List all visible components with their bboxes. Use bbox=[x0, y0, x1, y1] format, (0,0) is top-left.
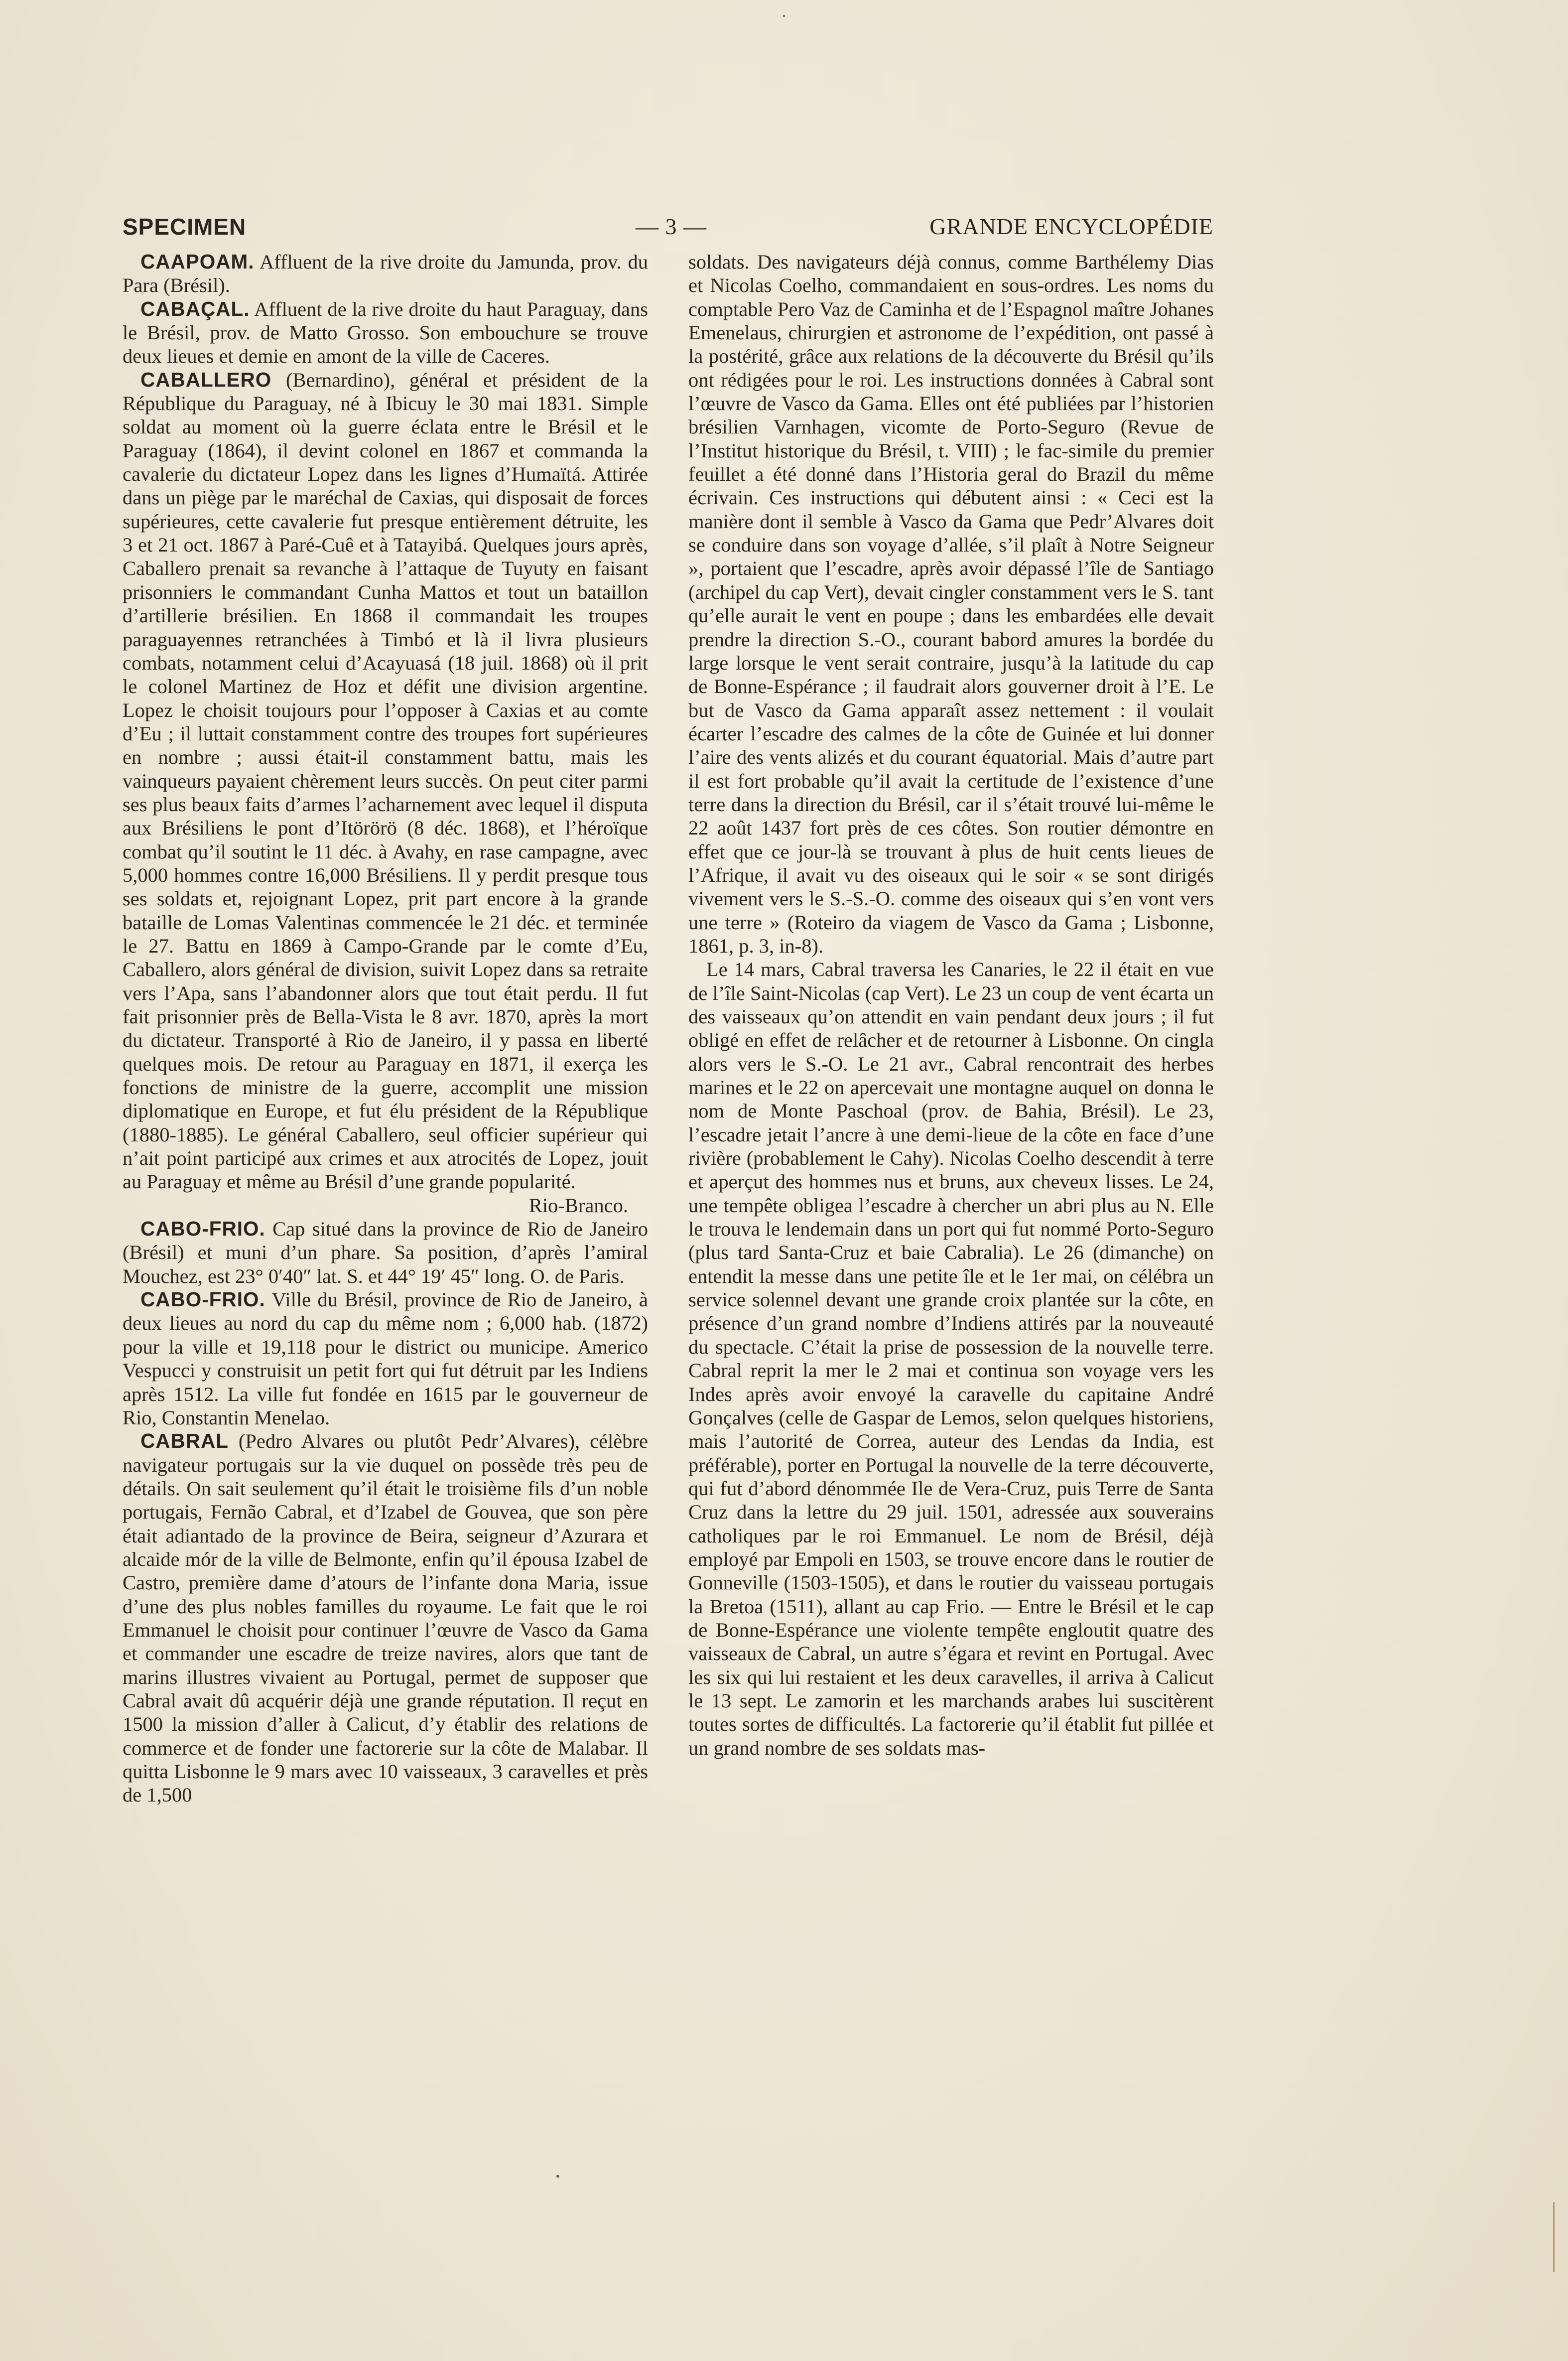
headword: CABO-FRIO. bbox=[140, 1288, 265, 1311]
left-column bbox=[123, 250, 648, 1807]
entry-text: Affluent de la rive droite du Jamunda, prov. du Para (Brésil). bbox=[123, 251, 648, 297]
headword: CABRAL bbox=[140, 1429, 229, 1453]
entry-caapoam bbox=[123, 250, 648, 297]
cabral-voyage-paragraph: Le 14 mars, Cabral traversa les Canaries, le 22 il était en vue de l’île Saint-Nicolas (cap Vert). Le 23 un coup de vent écarta un des vaisseaux qu’on attendit en vain pendant deux jours ; il fut obligé en effet de relâcher et de retourner à Lisbonne. On cingla alors vers le S.-O. Le 21 avr., Cabral rencontrait des herbes marines et le 22 on apercevait une montagne auquel on donna le nom de Monte Paschoal (prov. de Bahia, Brésil). Le 23, l’escadre jetait l’ancre à une demi-lieue de la côte en face d’une rivière (probablement le Cahy). Nicolas Coelho descendit à terre et aperçut des hommes nus et bruns, aux cheveux lisses. Le 24, une tempête obligea l’escadre à chercher un abri plus au N. Elle le trouva le lendemain dans un port qui fut nommé Porto-Seguro (plus tard Santa-Cruz et baie Cabralia). Le 26 (dimanche) on entendit la messe dans une petite île et le 1er mai, on célébra un service solennel devant une grande croix plantée sur la côte, en présence d’un grand nombre d’Indiens attirés par la nouveauté du spectacle. C’était la prise de possession de la nouvelle terre. Cabral reprit la mer le 2 mai et continua son voyage vers les Indes après avoir envoyé la caravelle du capitaine André Gonçalves (celle de Gaspar de Lemos, selon quelques historiens, mais l’autorité de Correa, auteur des Lendas da India, est préférable), porter en Portugal la nouvelle de la terre découverte, qui fut d’abord dénommée Ile de Vera-Cruz, puis Terre de Santa Cruz dans la lettre du 29 juil. 1501, adressée aux souverains catholiques par le roi Emmanuel. Le nom de Brésil, déjà employé par Empoli en 1503, se trouve encore dans le routier de Gonneville (1503-1505), et dans le routier du vaisseau portugais la Bretoa (1511), allant au cap Frio. — Entre le Brésil et le cap de Bonne-Espérance une violente tempête engloutit quatre des vaisseaux de Cabral, un autre s’égara et revint en Portugal. Avec les six qui lui restaient et les deux caravelles, il arriva à Calicut le 13 sept. Le zamorin et les marchands arabes lui suscitèrent toutes sortes de difficultés. La factorerie qu’il établit fut pillée et un grand nombre de ses soldats mas- bbox=[688, 958, 1214, 1759]
page-header bbox=[123, 213, 1213, 248]
entry-caballero bbox=[123, 368, 648, 1194]
headword: CABALLERO bbox=[140, 368, 272, 391]
page-edge-mark bbox=[1553, 2202, 1555, 2272]
right-column bbox=[688, 250, 1214, 1760]
speck-mark bbox=[556, 2175, 559, 2178]
headword: CAAPOAM. bbox=[140, 250, 255, 273]
entry-text: Ville du Brésil, province de Rio de Janeiro, à deux lieues au nord du cap du même nom ; 6,000 hab. (1872) pour la ville et 19,118 pour le district ou municipe. Americo Vespucci y construisit un petit fort qui fut détruit par les Indiens après 1512. La ville fut fondée en 1615 par le gouverneur de Rio, Constantin Menelao. bbox=[123, 1288, 648, 1429]
cabral-continuation: soldats. Des navigateurs déjà connus, comme Barthélemy Dias et Nicolas Coelho, commandaient en sous-ordres. Les noms du comptable Pero Vaz de Caminha et de l’Espagnol maître Johanes Emenelaus, chirurgien et astronome de l’expédition, ont passé à la postérité, grâce aux relations de la découverte du Brésil qu’ils ont rédigées pour le roi. Les instructions données à Cabral sont l’œuvre de Vasco da Gama. Elles ont été publiées par l’historien brésilien Varnhagen, vicomte de Porto-Seguro (Revue de l’Institut historique du Brésil, t. VIII) ; le fac-simile du premier feuillet a été donné dans l’Historia geral do Brazil du même écrivain. Ces instructions qui débutent ainsi : « Ceci est la manière dont il semble à Vasco da Gama que Pedr’Alvares doit se conduire dans son voyage d’allée, s’il plaît à Notre Seigneur », portaient que l’escadre, après avoir dépassé l’île de Santiago (archipel du cap Vert), devait cingler constamment vers le S. tant qu’elle aurait le vent en poupe ; dans les embardées elle devait prendre la direction S.-O., courant babord amures la bordée du large lorsque le vent serait contraire, jusqu’à la latitude du cap de Bonne-Espérance ; il faudrait alors gouverner droit à l’E. Le but de Vasco da Gama apparaît assez nettement : il voulait écarter l’escadre des calmes de la côte de Guinée et lui donner l’aire des vents alizés et du courant équatorial. Mais d’autre part il est fort probable qu’il avait la certitude de l’existence d’une terre dans la direction du Brésil, car il s’était trouvé lui-même le 22 août 1437 fort près de ces côtes. Son routier démontre en effet que ce jour-là se trouvant à plus de huit cents lieues de l’Afrique, il avait vu des oiseaux qui le soir « se sont dirigés vivement vers le S.-S.-O. comme des oiseaux qui s’en vont vers une terre » (Roteiro da viagem de Vasco da Gama ; Lisbonne, 1861, p. 3, in-8). bbox=[688, 251, 1214, 957]
headword: CABO-FRIO. bbox=[140, 1217, 265, 1241]
header-encyclopedia-title: GRANDE ENCYCLOPÉDIE bbox=[929, 214, 1213, 239]
entry-cabo-frio-cape bbox=[123, 1217, 648, 1288]
header-specimen: SPECIMEN bbox=[123, 214, 247, 240]
entry-text: Cap situé dans la province de Rio de Janeiro (Brésil) et muni d’un phare. Sa position, d’après l’amiral Mouchez, est 23° 0′40″ lat. S. et 44° 19′ 45″ long. O. de Paris. bbox=[123, 1218, 648, 1287]
headword: CABAÇAL. bbox=[140, 297, 250, 320]
entry-text: (Bernardino), général et président de la République du Paraguay, né à Ibicuy le 30 mai 1831. Simple soldat au moment où la guerre éclata entre le Brésil et le Paraguay (1864), il devint colonel en 1867 et commanda la cavalerie du dictateur Lopez dans les lignes d’Humaïtá. Attirée dans un piège par le maréchal de Caxias, qui disposait de forces supérieures, cette cavalerie fut presque entièrement détruite, les 3 et 21 oct. 1867 à Paré-Cuê et à Tatayibá. Quelques jours après, Caballero prenait sa revanche à l’attaque de Tuyuty en faisant prisonniers le commandant Cunha Mattos et tout un bataillon d’artillerie brésilien. En 1868 il commandait les troupes paraguayennes retranchées à Timbó et là il livra plusieurs combats, notamment celui d’Acayuasá (18 juil. 1868) où il prit le colonel Martinez de Hoz et défit une division argentine. Lopez le choisit toujours pour l’opposer à Caxias et au comte d’Eu ; il luttait constamment contre des troupes fort supérieures en nombre ; aussi était-il constamment battu, mais les vainqueurs payaient chèrement leurs succès. On peut citer parmi ses plus beaux faits d’armes l’acharnement avec lequel il disputa aux Brésiliens le pont d’Itörörö (8 déc. 1868), et l’héroïque combat qu’il soutint le 11 déc. à Avahy, en rase campagne, avec 5,000 hommes contre 16,000 Brésiliens. Il y perdit presque tous ses soldats et, rejoignant Lopez, prit part encore à la grande bataille de Lomas Valentinas commencée le 21 déc. et terminée le 27. Battu en 1869 à Campo-Grande par le comte d’Eu, Caballero, alors général de division, suivit Lopez dans sa retraite vers l’Apa, sans l’abandonner alors que tout était perdu. Il fut fait prisonnier près de Bella-Vista le 8 avr. 1870, après la mort du dictateur. Transporté à Rio de Janeiro, il y passa en liberté quelques mois. De retour au Paraguay en 1871, il exerça les fonctions de ministre de la guerre, accomplit une mission diplomatique en Europe, et fut élu président de la République (1880-1885). Le général Caballero, seul officier supérieur qui n’ait point participé aux crimes et aux atrocités de Lopez, jouit au Paraguay et même au Brésil d’une grande popularité. bbox=[123, 368, 649, 1193]
author-signature: Rio-Branco. bbox=[528, 1194, 628, 1217]
page-number: — 3 — bbox=[636, 214, 707, 239]
entry-cabacal bbox=[123, 297, 648, 368]
entry-cabral bbox=[123, 1429, 648, 1807]
speck-mark bbox=[783, 15, 785, 17]
entry-text: Affluent de la rive droite du haut Paraguay, dans le Brésil, prov. de Matto Grosso. Son embouchure se trouve deux lieues et demie en amont de la ville de Caceres. bbox=[123, 297, 648, 368]
entry-text: (Pedro Alvares ou plutôt Pedr’Alvares), célèbre navigateur portugais sur la vie duquel on possède très peu de détails. On sait seulement qu’il était le troisième fils d’un noble portugais, Fernão Cabral, et d’Izabel de Gouvea, que son père était adiantado de la province de Beira, seigneur d’Azurara et alcaide mór de la ville de Belmonte, enfin qu’il épousa Izabel de Castro, première dame d’atours de l’infante dona Maria, issue d’une des plus nobles familles du royaume. Le fait que le roi Emmanuel le choisit pour continuer l’œuvre de Vasco da Gama et commander une escadre de treize navires, alors que tant de marins illustres vivaient au Portugal, permet de supposer que Cabral avait dû acquérir déjà une grande réputation. Il reçut en 1500 la mission d’aller à Calicut, d’y établir des relations de commerce et de fonder une factorerie sur la côte de Malabar. Il quitta Lisbonne le 9 mars avec 10 vaisseaux, 3 caravelles et près de 1,500 bbox=[123, 1430, 648, 1806]
entry-cabo-frio-town bbox=[123, 1288, 648, 1429]
